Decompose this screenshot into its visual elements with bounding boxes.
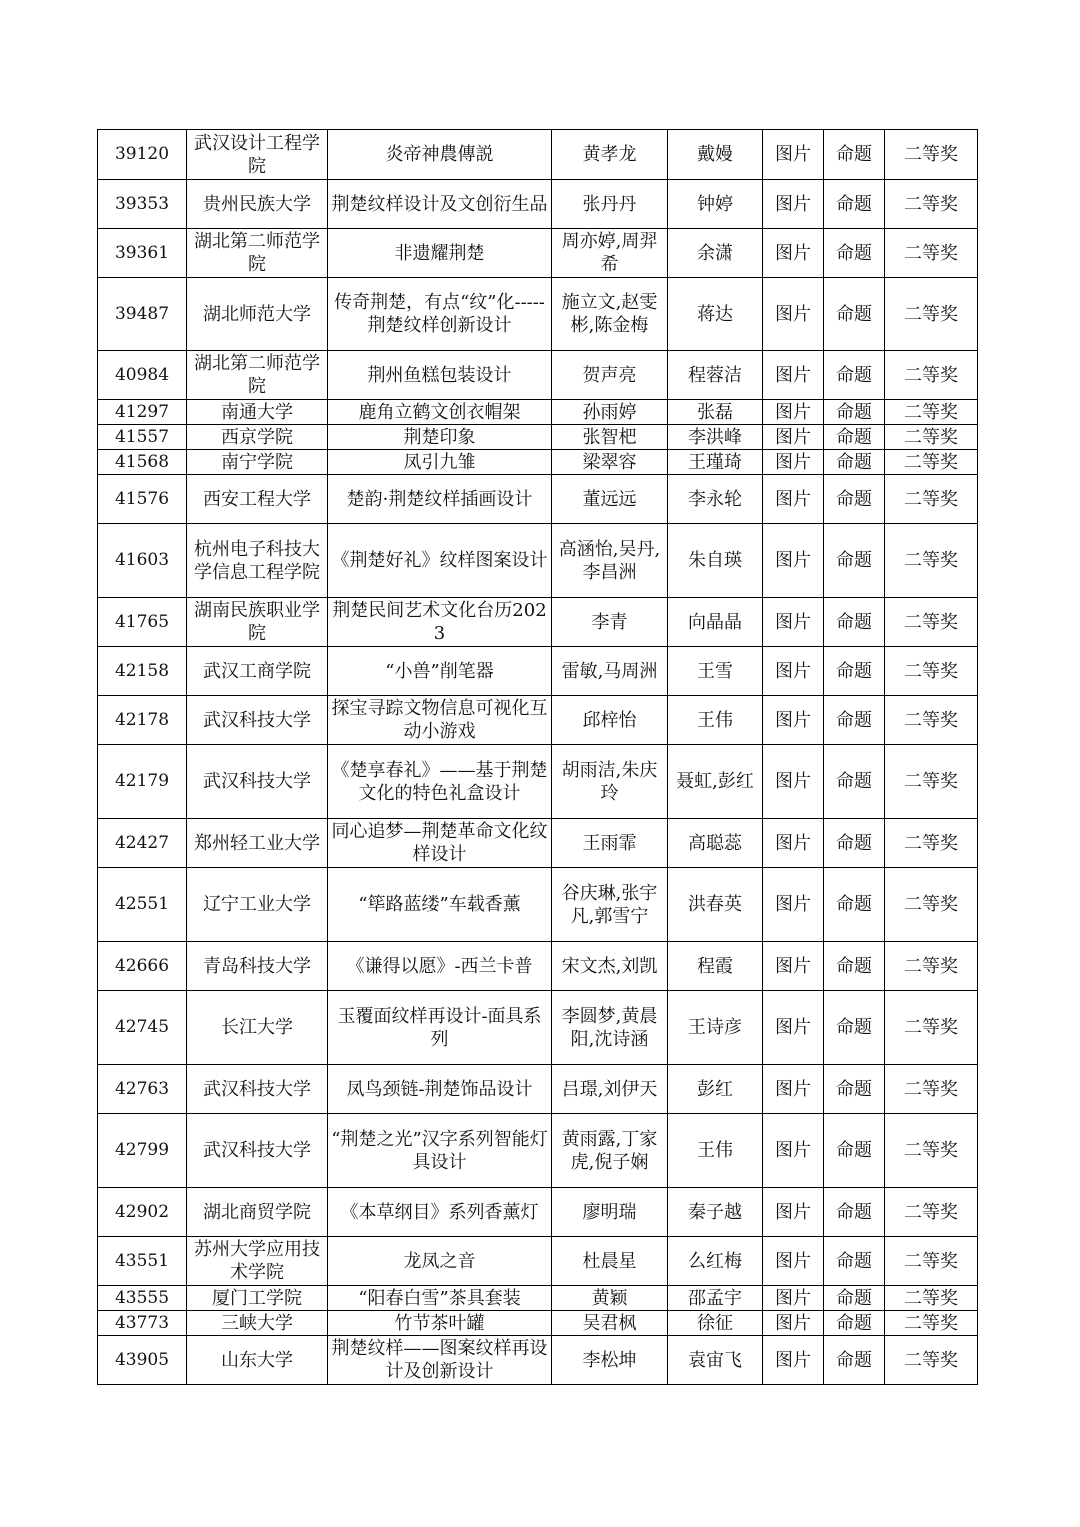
category-cell: 图片: [763, 1336, 824, 1385]
category-cell: 图片: [763, 745, 824, 819]
entry-id-cell: 39487: [98, 278, 187, 351]
authors-cell: 孙雨婷: [552, 400, 668, 425]
school-cell: 湖北商贸学院: [187, 1188, 328, 1237]
award-cell: 二等奖: [885, 278, 978, 351]
work-title-cell: “阳春白雪”茶具套装: [328, 1286, 552, 1311]
work-title-cell: 凤引九雏: [328, 450, 552, 475]
category-cell: 图片: [763, 475, 824, 524]
entry-id-cell: 42666: [98, 942, 187, 991]
category-cell: 图片: [763, 1237, 824, 1286]
type-cell: 命题: [824, 819, 885, 868]
advisor-cell: 李洪峰: [668, 425, 763, 450]
type-cell: 命题: [824, 1065, 885, 1114]
school-cell: 厦门工学院: [187, 1286, 328, 1311]
type-cell: 命题: [824, 351, 885, 400]
authors-cell: 周亦婷,周羿希: [552, 229, 668, 278]
awards-table: [97, 129, 978, 1385]
work-title-cell: 《本草纲目》系列香薰灯: [328, 1188, 552, 1237]
table-row: [98, 745, 978, 819]
work-title-cell: 荆楚纹样设计及文创衍生品: [328, 180, 552, 229]
school-cell: 郑州轻工业大学: [187, 819, 328, 868]
table-row: [98, 1336, 978, 1385]
award-cell: 二等奖: [885, 1114, 978, 1188]
type-cell: 命题: [824, 180, 885, 229]
entry-id-cell: 41297: [98, 400, 187, 425]
type-cell: 命题: [824, 130, 885, 180]
award-cell: 二等奖: [885, 130, 978, 180]
table-row: [98, 647, 978, 696]
type-cell: 命题: [824, 1188, 885, 1237]
advisor-cell: 程蓉洁: [668, 351, 763, 400]
advisor-cell: 朱自瑛: [668, 524, 763, 598]
category-cell: 图片: [763, 991, 824, 1065]
award-cell: 二等奖: [885, 647, 978, 696]
work-title-cell: 凤鸟颈链-荆楚饰品设计: [328, 1065, 552, 1114]
advisor-cell: 蒋达: [668, 278, 763, 351]
table-row: [98, 819, 978, 868]
entry-id-cell: 39120: [98, 130, 187, 180]
table-row: [98, 1311, 978, 1336]
table-row: [98, 1065, 978, 1114]
entry-id-cell: 43555: [98, 1286, 187, 1311]
school-cell: 武汉科技大学: [187, 1065, 328, 1114]
table-row: [98, 942, 978, 991]
work-title-cell: 竹节茶叶罐: [328, 1311, 552, 1336]
authors-cell: 廖明瑞: [552, 1188, 668, 1237]
authors-cell: 施立文,赵雯彬,陈金梅: [552, 278, 668, 351]
entry-id-cell: 41765: [98, 598, 187, 647]
category-cell: 图片: [763, 425, 824, 450]
category-cell: 图片: [763, 1065, 824, 1114]
advisor-cell: 王伟: [668, 696, 763, 745]
advisor-cell: 李永轮: [668, 475, 763, 524]
category-cell: 图片: [763, 130, 824, 180]
authors-cell: 贺声亮: [552, 351, 668, 400]
table-row: [98, 868, 978, 942]
table-row: [98, 524, 978, 598]
entry-id-cell: 39361: [98, 229, 187, 278]
authors-cell: 宋文杰,刘凯: [552, 942, 668, 991]
school-cell: 武汉设计工程学院: [187, 130, 328, 180]
authors-cell: 吴君枫: [552, 1311, 668, 1336]
entry-id-cell: 41568: [98, 450, 187, 475]
award-cell: 二等奖: [885, 229, 978, 278]
work-title-cell: 荆楚纹样——图案纹样再设计及创新设计: [328, 1336, 552, 1385]
table-row: [98, 1114, 978, 1188]
work-title-cell: 非遗耀荆楚: [328, 229, 552, 278]
category-cell: 图片: [763, 1188, 824, 1237]
type-cell: 命题: [824, 1311, 885, 1336]
entry-id-cell: 41603: [98, 524, 187, 598]
award-cell: 二等奖: [885, 1311, 978, 1336]
school-cell: 武汉科技大学: [187, 696, 328, 745]
advisor-cell: 向晶晶: [668, 598, 763, 647]
category-cell: 图片: [763, 942, 824, 991]
award-cell: 二等奖: [885, 1188, 978, 1237]
work-title-cell: “筚路蓝缕”车载香薰: [328, 868, 552, 942]
category-cell: 图片: [763, 647, 824, 696]
type-cell: 命题: [824, 868, 885, 942]
table-row: [98, 130, 978, 180]
work-title-cell: 龙凤之音: [328, 1237, 552, 1286]
authors-cell: 雷敏,马周洲: [552, 647, 668, 696]
awards-table-body: [98, 130, 978, 1385]
school-cell: 湖北第二师范学院: [187, 351, 328, 400]
authors-cell: 吕璟,刘伊天: [552, 1065, 668, 1114]
type-cell: 命题: [824, 229, 885, 278]
award-cell: 二等奖: [885, 598, 978, 647]
authors-cell: 张丹丹: [552, 180, 668, 229]
type-cell: 命题: [824, 696, 885, 745]
category-cell: 图片: [763, 1114, 824, 1188]
school-cell: 山东大学: [187, 1336, 328, 1385]
award-cell: 二等奖: [885, 425, 978, 450]
work-title-cell: 传奇荆楚，有点“纹”化-----荆楚纹样创新设计: [328, 278, 552, 351]
school-cell: 湖北师范大学: [187, 278, 328, 351]
authors-cell: 邱梓怡: [552, 696, 668, 745]
school-cell: 武汉科技大学: [187, 1114, 328, 1188]
advisor-cell: 袁宙飞: [668, 1336, 763, 1385]
type-cell: 命题: [824, 1114, 885, 1188]
award-cell: 二等奖: [885, 524, 978, 598]
category-cell: 图片: [763, 1286, 824, 1311]
category-cell: 图片: [763, 598, 824, 647]
type-cell: 命题: [824, 991, 885, 1065]
award-cell: 二等奖: [885, 819, 978, 868]
category-cell: 图片: [763, 1311, 824, 1336]
entry-id-cell: 42763: [98, 1065, 187, 1114]
award-cell: 二等奖: [885, 180, 978, 229]
school-cell: 南宁学院: [187, 450, 328, 475]
table-row: [98, 278, 978, 351]
category-cell: 图片: [763, 450, 824, 475]
school-cell: 贵州民族大学: [187, 180, 328, 229]
type-cell: 命题: [824, 450, 885, 475]
advisor-cell: 邵孟宇: [668, 1286, 763, 1311]
work-title-cell: 同心追梦—荆楚革命文化纹样设计: [328, 819, 552, 868]
category-cell: 图片: [763, 351, 824, 400]
entry-id-cell: 41576: [98, 475, 187, 524]
advisor-cell: 程霞: [668, 942, 763, 991]
authors-cell: 李松坤: [552, 1336, 668, 1385]
authors-cell: 杜晨星: [552, 1237, 668, 1286]
work-title-cell: 荆楚印象: [328, 425, 552, 450]
work-title-cell: “荆楚之光”汉字系列智能灯具设计: [328, 1114, 552, 1188]
entry-id-cell: 42178: [98, 696, 187, 745]
work-title-cell: 荆楚民间艺术文化台历2023: [328, 598, 552, 647]
type-cell: 命题: [824, 524, 885, 598]
authors-cell: 黄颖: [552, 1286, 668, 1311]
table-row: [98, 696, 978, 745]
work-title-cell: 探宝寻踪文物信息可视化互动小游戏: [328, 696, 552, 745]
table-row: [98, 598, 978, 647]
advisor-cell: 徐征: [668, 1311, 763, 1336]
type-cell: 命题: [824, 278, 885, 351]
advisor-cell: 聂虹,彭红: [668, 745, 763, 819]
type-cell: 命题: [824, 598, 885, 647]
category-cell: 图片: [763, 868, 824, 942]
award-cell: 二等奖: [885, 868, 978, 942]
authors-cell: 王雨霏: [552, 819, 668, 868]
award-cell: 二等奖: [885, 942, 978, 991]
award-cell: 二等奖: [885, 1065, 978, 1114]
work-title-cell: 《荆楚好礼》纹样图案设计: [328, 524, 552, 598]
advisor-cell: 王雪: [668, 647, 763, 696]
advisor-cell: 戴嫚: [668, 130, 763, 180]
award-cell: 二等奖: [885, 400, 978, 425]
entry-id-cell: 43551: [98, 1237, 187, 1286]
work-title-cell: 炎帝神農傳説: [328, 130, 552, 180]
type-cell: 命题: [824, 400, 885, 425]
school-cell: 西安工程大学: [187, 475, 328, 524]
work-title-cell: 荆州鱼糕包装设计: [328, 351, 552, 400]
type-cell: 命题: [824, 425, 885, 450]
work-title-cell: 楚韵·荆楚纹样插画设计: [328, 475, 552, 524]
work-title-cell: “小兽”削笔器: [328, 647, 552, 696]
table-row: [98, 450, 978, 475]
entry-id-cell: 41557: [98, 425, 187, 450]
award-cell: 二等奖: [885, 475, 978, 524]
category-cell: 图片: [763, 696, 824, 745]
table-row: [98, 229, 978, 278]
entry-id-cell: 43905: [98, 1336, 187, 1385]
award-cell: 二等奖: [885, 696, 978, 745]
category-cell: 图片: [763, 524, 824, 598]
authors-cell: 谷庆琳,张宇凡,郭雪宁: [552, 868, 668, 942]
entry-id-cell: 42799: [98, 1114, 187, 1188]
work-title-cell: 鹿角立鹤文创衣帽架: [328, 400, 552, 425]
type-cell: 命题: [824, 647, 885, 696]
authors-cell: 梁翠容: [552, 450, 668, 475]
entry-id-cell: 40984: [98, 351, 187, 400]
school-cell: 三峡大学: [187, 1311, 328, 1336]
authors-cell: 董远远: [552, 475, 668, 524]
authors-cell: 高涵怡,吴丹,李昌洲: [552, 524, 668, 598]
advisor-cell: 张磊: [668, 400, 763, 425]
advisor-cell: 么红梅: [668, 1237, 763, 1286]
school-cell: 武汉工商学院: [187, 647, 328, 696]
award-cell: 二等奖: [885, 1336, 978, 1385]
category-cell: 图片: [763, 278, 824, 351]
entry-id-cell: 42427: [98, 819, 187, 868]
school-cell: 湖北第二师范学院: [187, 229, 328, 278]
award-cell: 二等奖: [885, 1286, 978, 1311]
authors-cell: 李圆梦,黄晨阳,沈诗涵: [552, 991, 668, 1065]
category-cell: 图片: [763, 180, 824, 229]
authors-cell: 李青: [552, 598, 668, 647]
work-title-cell: 玉覆面纹样再设计-面具系列: [328, 991, 552, 1065]
table-row: [98, 425, 978, 450]
award-cell: 二等奖: [885, 1237, 978, 1286]
entry-id-cell: 42179: [98, 745, 187, 819]
work-title-cell: 《谦得以愿》-西兰卡普: [328, 942, 552, 991]
advisor-cell: 余潇: [668, 229, 763, 278]
table-row: [98, 1286, 978, 1311]
table-row: [98, 991, 978, 1065]
award-cell: 二等奖: [885, 745, 978, 819]
school-cell: 苏州大学应用技术学院: [187, 1237, 328, 1286]
authors-cell: 胡雨洁,朱庆玲: [552, 745, 668, 819]
school-cell: 武汉科技大学: [187, 745, 328, 819]
advisor-cell: 王伟: [668, 1114, 763, 1188]
category-cell: 图片: [763, 819, 824, 868]
school-cell: 南通大学: [187, 400, 328, 425]
school-cell: 青岛科技大学: [187, 942, 328, 991]
entry-id-cell: 42745: [98, 991, 187, 1065]
entry-id-cell: 42902: [98, 1188, 187, 1237]
type-cell: 命题: [824, 1336, 885, 1385]
award-cell: 二等奖: [885, 351, 978, 400]
school-cell: 长江大学: [187, 991, 328, 1065]
entry-id-cell: 42551: [98, 868, 187, 942]
work-title-cell: 《楚享春礼》——基于荆楚文化的特色礼盒设计: [328, 745, 552, 819]
award-cell: 二等奖: [885, 450, 978, 475]
advisor-cell: 高聪蕊: [668, 819, 763, 868]
school-cell: 西京学院: [187, 425, 328, 450]
table-row: [98, 1188, 978, 1237]
entry-id-cell: 39353: [98, 180, 187, 229]
school-cell: 杭州电子科技大学信息工程学院: [187, 524, 328, 598]
advisor-cell: 王诗彦: [668, 991, 763, 1065]
table-row: [98, 351, 978, 400]
school-cell: 湖南民族职业学院: [187, 598, 328, 647]
authors-cell: 张智杷: [552, 425, 668, 450]
advisor-cell: 王瑾琦: [668, 450, 763, 475]
entry-id-cell: 42158: [98, 647, 187, 696]
authors-cell: 黄雨露,丁家虎,倪子娴: [552, 1114, 668, 1188]
advisor-cell: 彭红: [668, 1065, 763, 1114]
school-cell: 辽宁工业大学: [187, 868, 328, 942]
award-cell: 二等奖: [885, 991, 978, 1065]
category-cell: 图片: [763, 229, 824, 278]
authors-cell: 黄孝龙: [552, 130, 668, 180]
advisor-cell: 秦子越: [668, 1188, 763, 1237]
table-row: [98, 1237, 978, 1286]
advisor-cell: 钟婷: [668, 180, 763, 229]
type-cell: 命题: [824, 1286, 885, 1311]
entry-id-cell: 43773: [98, 1311, 187, 1336]
type-cell: 命题: [824, 475, 885, 524]
advisor-cell: 洪春英: [668, 868, 763, 942]
type-cell: 命题: [824, 942, 885, 991]
table-row: [98, 400, 978, 425]
table-row: [98, 475, 978, 524]
type-cell: 命题: [824, 745, 885, 819]
table-row: [98, 180, 978, 229]
type-cell: 命题: [824, 1237, 885, 1286]
category-cell: 图片: [763, 400, 824, 425]
